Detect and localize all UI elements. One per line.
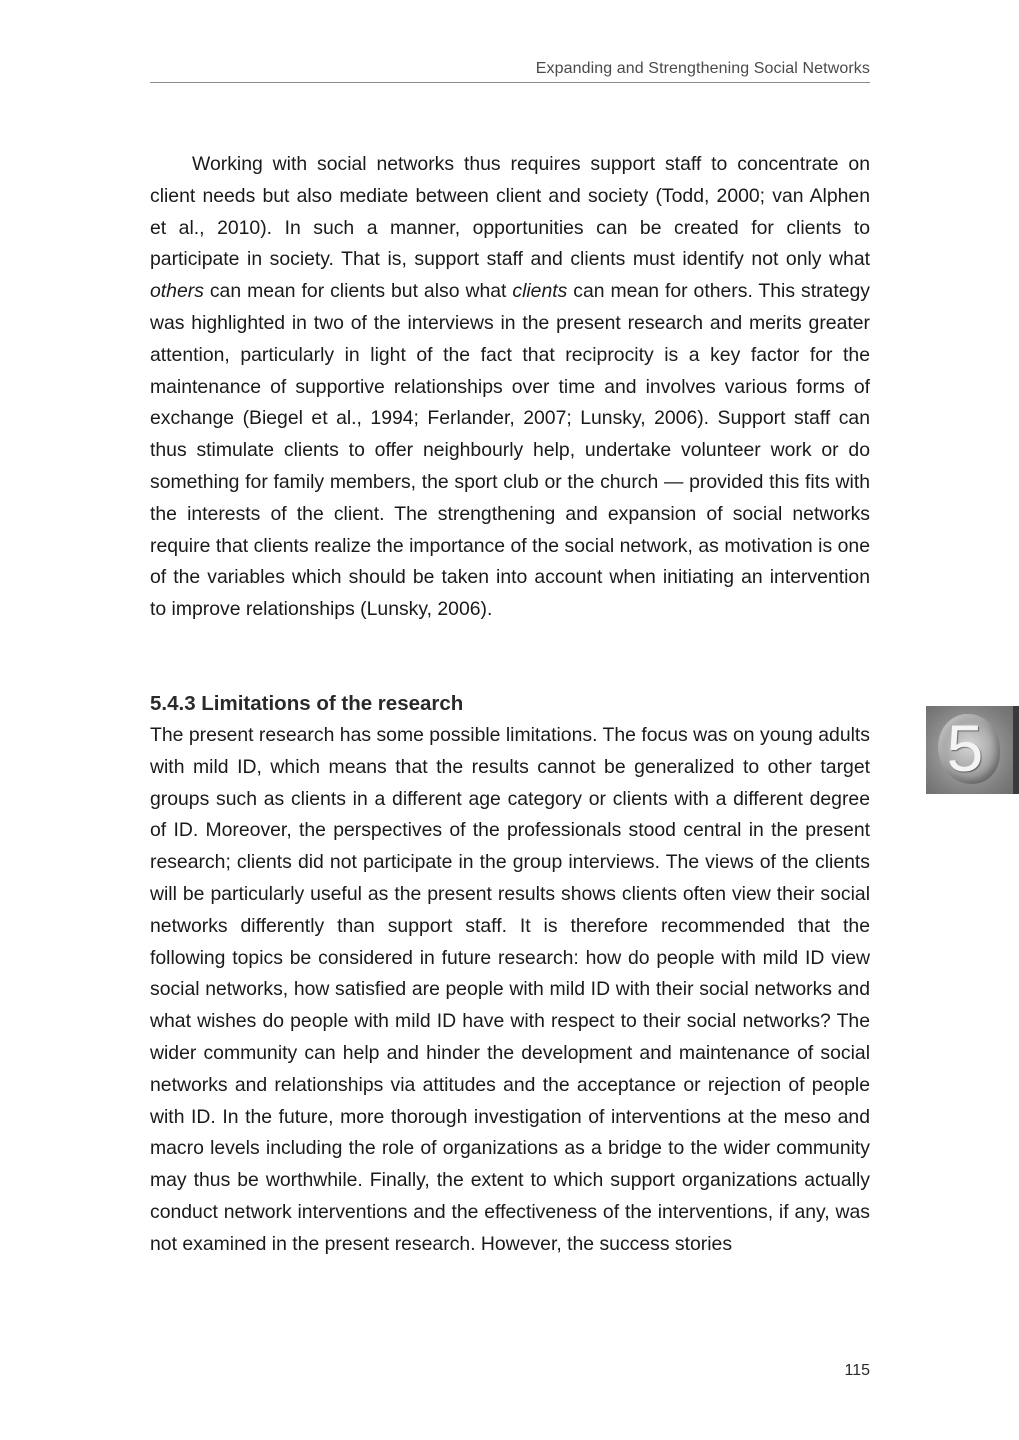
paragraph-text: Working with social networks thus requires support staff to concentrate on client needs but also mediate between client and society (Todd, 2000; van Alphen et al., 2010). In such a manner, opportunities can be created for clients to participate in society. That is, support staff and clients must identify not only what [150,153,870,271]
body-paragraph [150,149,870,626]
emphasis-text: others [150,280,204,303]
running-header: Expanding and Strengthening Social Networks [535,60,870,77]
tab-edge [1013,706,1019,794]
header-rule [150,82,870,83]
chapter-number: 5 [946,711,984,785]
page-number: 115 [844,1362,870,1379]
emphasis-text: clients [512,280,568,303]
paragraph-text: can mean for others. This strategy was highlighted in two of the interviews in the present research and merits greater attention, particularly in light of the fact that reciprocity is a key factor for the maintenance of supportive relationships over time and involves various forms of exchange (Biegel et al., 1994; Ferlander, 2007; Lunsky, 2006). Support staff can thus stimulate clients to offer neighbourly help, undertake volunteer work or do something for family members, the sport club or the church — provided this fits with the interests of the client. The strengthening and expansion of social networks require that clients realize the importance of the social network, as motivation is one of the variables which should be taken into account when initiating an intervention to improve relationships (Lunsky, 2006). [150,280,870,621]
section-heading: 5.4.3 Limitations of the research [150,692,464,715]
paragraph-text: can mean for clients but also what [203,280,513,303]
chapter-thumb-tab [926,706,1019,794]
body-paragraph: The present research has some possible limitations. The focus was on young adults with mild ID, which means that the results cannot be generalized to other target groups such as clients in a different age category or clients with a different degree of ID. Moreover, the perspectives of the professionals stood central in the present research; clients did not participate in the group interviews. The views of the clients will be particularly useful as the present results shows clients often view their social networks differently than support staff. It is therefore recommended that the following topics be considered in future research: how do people with mild ID view social networks, how satisfied are people with mild ID with their social networks and what wishes do people with mild ID have with respect to their social networks? The wider community can help and hinder the development and maintenance of social networks and relationships via attitudes and the acceptance or rejection of people with ID. In the future, more thorough investigation of interventions at the meso and macro levels including the role of organizations as a bridge to the wider community may thus be worthwhile. Finally, the extent to which support organizations actually conduct network interventions and the effectiveness of the interventions, if any, was not examined in the present research. However, the success stories [150,724,870,1255]
